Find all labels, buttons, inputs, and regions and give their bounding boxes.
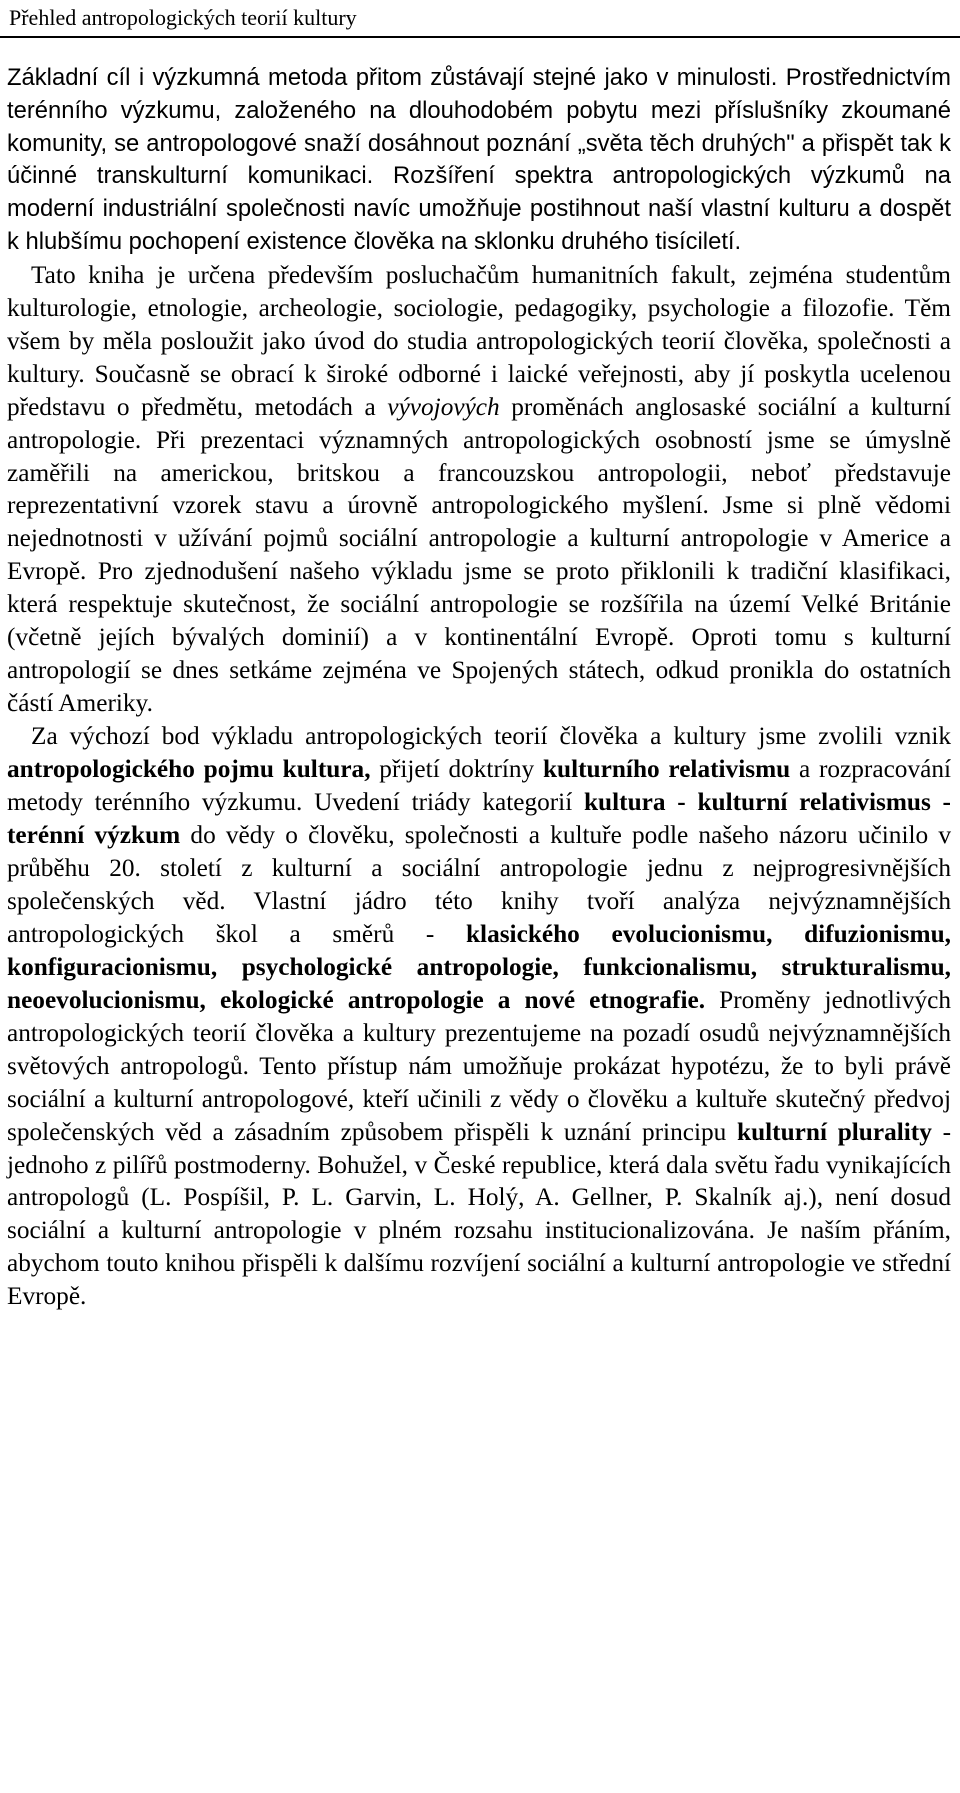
paragraph (7, 259, 951, 720)
paragraph (7, 62, 951, 259)
bold-text: kulturní plurality (737, 1117, 932, 1146)
bold-text: kulturního relativismu (542, 755, 791, 784)
body-text (7, 62, 951, 1313)
text-run: do vědy o člověku, společnosti a kultuře podle našeho názoru učinilo v průběhu 20. století z kulturní a sociální antropologie jednu z nejprogresivnějších společenských věd. Vlastní jádro této knihy tvoří analýza nejvýznamnějších antropologických škol a směrů - (7, 820, 952, 948)
header-rule (0, 36, 960, 38)
paragraph (7, 720, 951, 1313)
bold-text: klasického evolucionismu, difuzionismu, konfiguracionismu, psychologické antropologie, funkcionalismu, strukturalismu, neoevolucionismu, ekologické antropologie a nové etnografie. (7, 919, 951, 1014)
text-run: proměnách anglosaské sociální a kulturní antropologie. Při prezentaci významných antropologických osobností jsme se úmyslně zaměřili na americkou, britskou a francouzskou antropologii, neboť představuje reprezentativní vzorek stavu a úrovně antropologického myšlení. Jsme si plně vědomi nejednotnosti v užívání pojmů sociální antropologie a kulturní antropologie v Americe a Evropě. Pro zjednodušení našeho výkladu jsme se proto přiklonili k tradiční klasifikaci, která respektuje skutečnost, že sociální antropologie se rozšířila na území Velké Británie (včetně jejích bývalých dominií) a v kontinentální Evropě. Oproti tomu s kulturní antropologií se dnes setkáme zejména ve Spojených státech, odkud pronikla do ostatních částí Ameriky. (7, 392, 951, 718)
bold-text: kultura - kulturní relativismus - terénní výzkum (7, 788, 951, 849)
text-run: a rozpracování metody terénního výzkumu. Uvedení triády kategorií (7, 755, 952, 817)
text-run: Za výchozí bod výkladu antropologických teorií člověka a kultury jsme zvolili vznik (31, 722, 951, 751)
italic-text: vývojových (387, 392, 500, 421)
text-run: Tato kniha je určena především posluchačům humanitních fakult, zejména studentům kulturologie, etnologie, archeologie, sociologie, pedagogiky, psychologie a filozofie. Těm všem by měla posloužit jako úvod do studia antropologických teorií člověka, společnosti a kultury. Současně se obrací k široké odborné i laické veřejnosti, aby jí poskytla ucelenou představu o předmětu, metodách a (7, 260, 951, 421)
text-run: Základní cíl i výzkumná metoda přitom zůstávají stejné jako v minulosti. Prostřednictvím terénního výzkumu, založeného na dlouhodobém pobytu mezi příslušníky zkoumané komunity, se antropologové snaží dosáhnout poznání „světa těch druhých" a přispět tak k účinné transkulturní komunikaci. Rozšíření spektra antropologických výzkumů na moderní industriální společnosti navíc umožňuje postihnout naší vlastní kulturu a dospět k hlubšímu pochopení existence člověka na sklonku druhého tisíciletí. (7, 64, 951, 255)
text-run: přijetí doktríny (370, 755, 543, 784)
bold-text: antropologického pojmu kultura, (7, 755, 371, 784)
text-run: Proměny jednotlivých antropologických teorií člověka a kultury prezentujeme na pozadí osudů nejvýznamnějších světových antropologů. Tento přístup nám umožňuje prokázat hypotézu, že to byli právě sociální a kulturní antropologové, kteří učinili z vědy o člověku a kultuře skutečný předvoj společenských věd a zásadním způsobem přispěli k uznání principu (7, 985, 952, 1146)
running-header: Přehled antropologických teorií kultury (9, 5, 357, 30)
text-run: - jednoho z pilířů postmoderny. Bohužel, v České republice, která dala světu řadu vynikajících antropologů (L. Pospíšil, P. L. Garvin, L. Holý, A. Gellner, P. Skalník aj.), není dosud sociální a kulturní antropologie v plném rozsahu institucionalizována. Je naším přáním, abychom touto knihou přispěli k dalšímu rozvíjení sociální a kulturní antropologie ve střední Evropě. (7, 1117, 952, 1311)
